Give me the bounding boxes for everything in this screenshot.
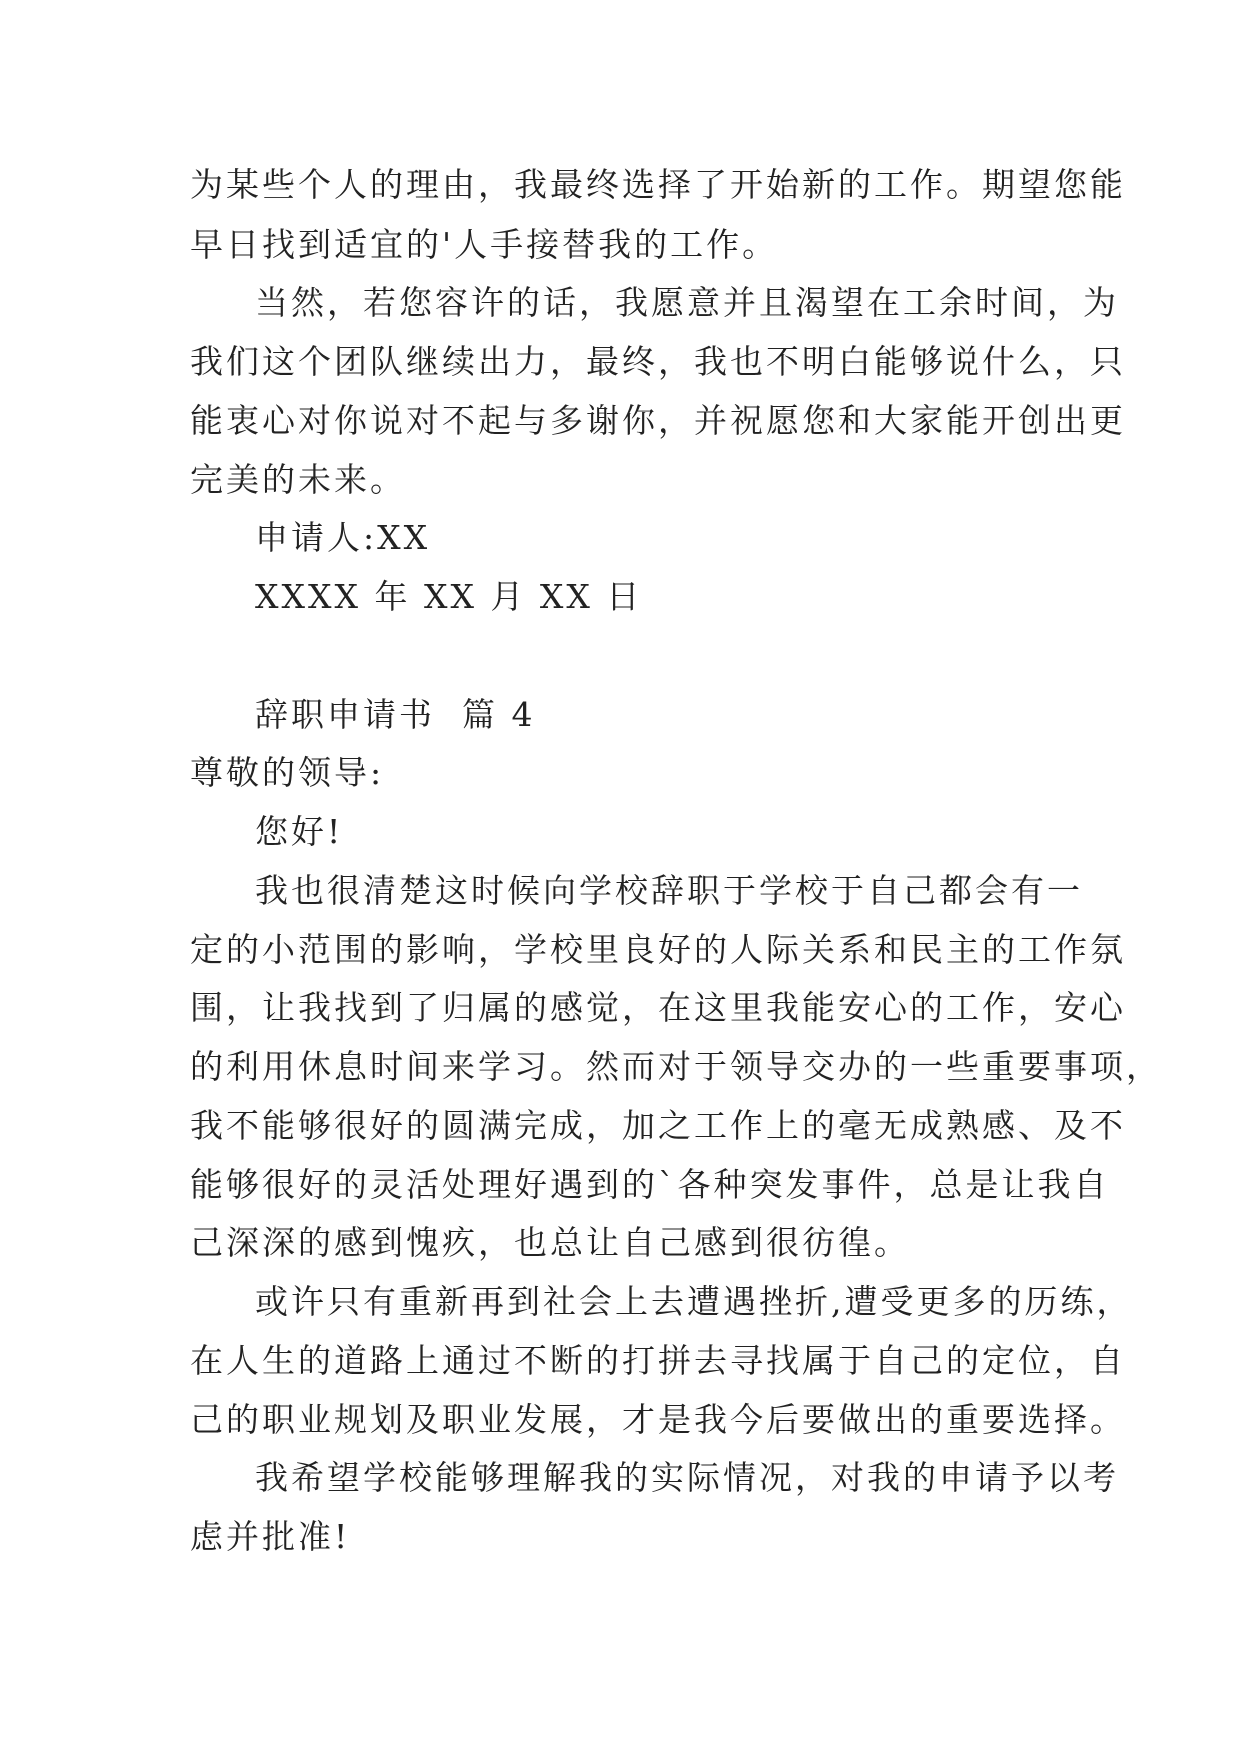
body-text-line: 己深深的感到愧疚，也总让自己感到很彷徨。 [190, 1223, 910, 1262]
body-text-line: 虑并批准! [190, 1517, 351, 1556]
body-text-line: 或许只有重新再到社会上去遭遇挫折,遭受更多的历练， [255, 1282, 1133, 1321]
signature-date: XXXX 年 XX 月 XX 日 [255, 577, 643, 616]
salutation: 尊敬的领导: [190, 753, 385, 792]
body-text-line: 完美的未来。 [190, 460, 406, 499]
greeting: 您好! [255, 812, 344, 851]
body-text-line: 在人生的道路上通过不断的打拼去寻找属于自己的定位，自 [190, 1341, 1126, 1380]
body-text-line: 我希望学校能够理解我的实际情况，对我的申请予以考 [255, 1458, 1119, 1497]
body-text-line: 当然，若您容许的话，我愿意并且渴望在工余时间，为 [255, 283, 1119, 322]
body-text-line: 己的职业规划及职业发展，才是我今后要做出的重要选择。 [190, 1400, 1126, 1439]
body-text-line: 能够很好的灵活处理好遇到的`各种突发事件，总是让我自 [190, 1165, 1110, 1204]
body-text-line: 为某些个人的理由，我最终选择了开始新的工作。期望您能 [190, 165, 1126, 204]
body-text-line: 能衷心对你说对不起与多谢你，并祝愿您和大家能开创出更 [190, 401, 1126, 440]
body-text-line: 早日找到适宜的'人手接替我的工作。 [190, 225, 779, 264]
body-text-line: 的利用休息时间来学习。然而对于领导交办的一些重要事项， [190, 1047, 1162, 1086]
body-text-line: 我不能够很好的圆满完成，加之工作上的毫无成熟感、及不 [190, 1106, 1126, 1145]
body-text-line: 我也很清楚这时候向学校辞职于学校于自己都会有一 [255, 871, 1083, 910]
body-text-line: 定的小范围的影响，学校里良好的人际关系和民主的工作氛 [190, 930, 1126, 969]
body-text-line: 围，让我找到了归属的感觉，在这里我能安心的工作，安心 [190, 988, 1126, 1027]
body-text-line: 我们这个团队继续出力，最终，我也不明白能够说什么，只 [190, 342, 1126, 381]
applicant-signature: 申请人:XX [255, 518, 431, 557]
section-heading: 辞职申请书 篇 4 [255, 695, 536, 734]
